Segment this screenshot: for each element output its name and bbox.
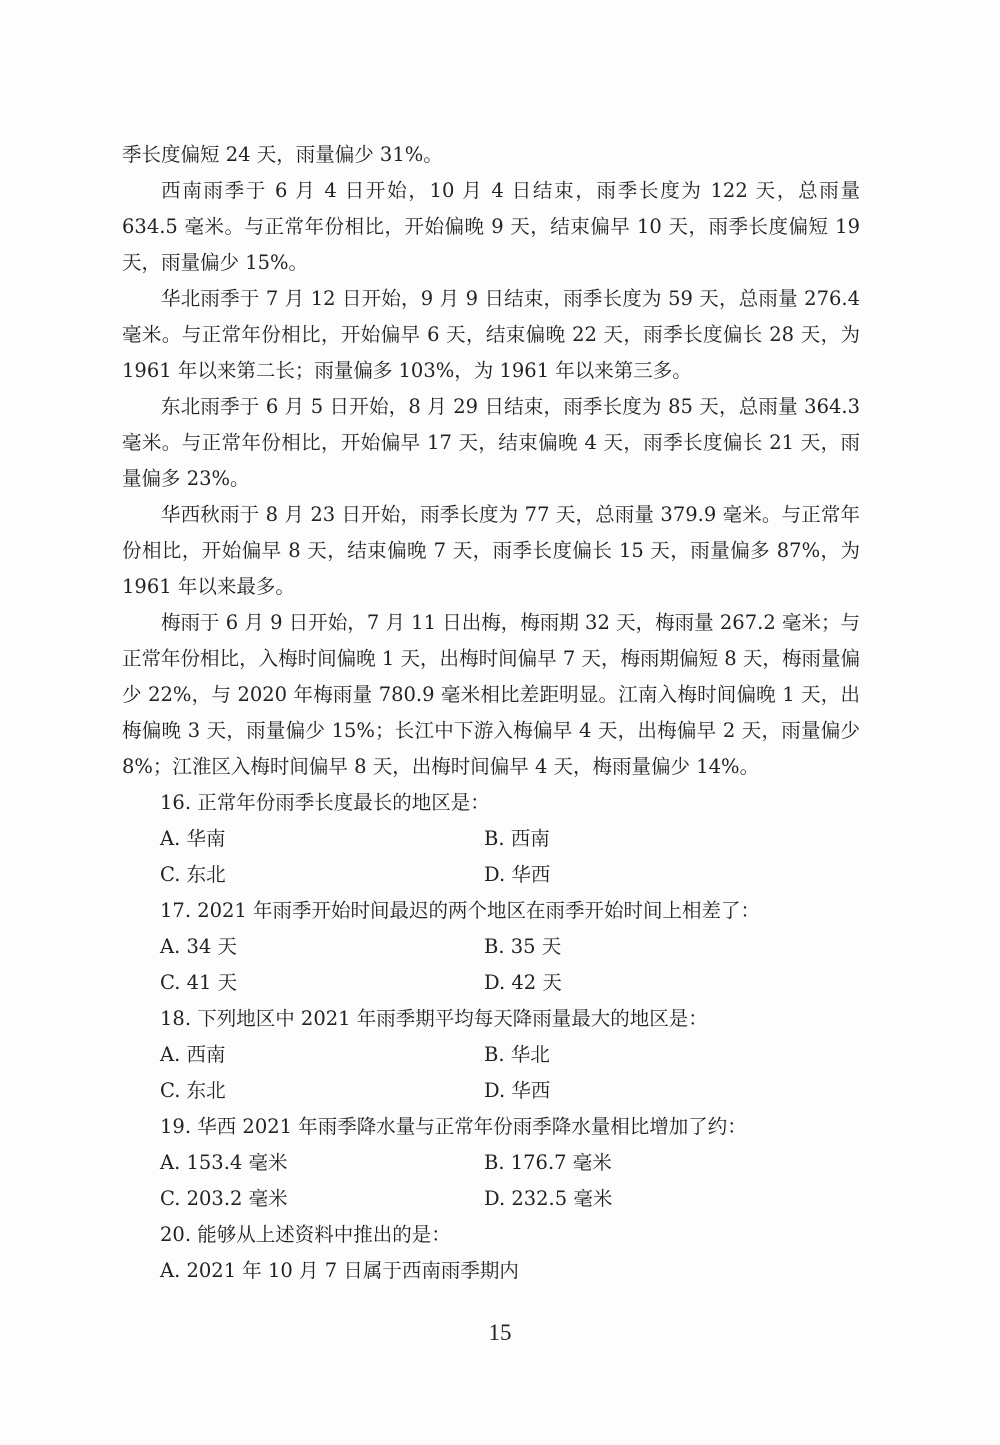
paragraph-north-china: 华北雨季于 7 月 12 日开始，9 月 9 日结束，雨季长度为 59 天，总雨量 276.4 毫米。与正常年份相比，开始偏早 6 天，结束偏晚 22 天，雨季长度偏长 28 天，为 1961 年以来第二长；雨量偏多 103%，为 1961 年以来第三多。 [122, 287, 860, 382]
page-content [122, 137, 860, 1289]
question-17 [122, 893, 860, 1001]
option-d: D. 42 天 [484, 971, 562, 994]
option-b: B. 35 天 [484, 935, 562, 958]
option-b: B. 西南 [484, 827, 550, 850]
question-stem: 19. 华西 2021 年雨季降水量与正常年份雨季降水量相比增加了约： [160, 1115, 747, 1138]
option-row [122, 1037, 860, 1073]
paragraph-southwest: 西南雨季于 6 月 4 日开始，10 月 4 日结束，雨季长度为 122 天，总雨量 634.5 毫米。与正常年份相比，开始偏晚 9 天，结束偏早 10 天，雨季长度偏短 19 天，雨量偏少 15%。 [122, 179, 860, 274]
paragraph-continuation: 季长度偏短 24 天，雨量偏少 31%。 [122, 143, 443, 166]
paragraph-meiyu: 梅雨于 6 月 9 日开始，7 月 11 日出梅，梅雨期 32 天，梅雨量 267.2 毫米；与正常年份相比，入梅时间偏晚 1 天，出梅时间偏早 7 天，梅雨期偏短 8 天，梅雨量偏少 22%，与 2020 年梅雨量 780.9 毫米相比差距明显。江南入梅时间偏晚 1 天，出梅偏晚 3 天，雨量偏少 15%；长江中下游入梅偏早 4 天，出梅偏早 2 天，雨量偏少 8%；江淮区入梅时间偏早 8 天，出梅时间偏早 4 天，梅雨量偏少 14%。 [122, 611, 860, 778]
option-row [122, 857, 860, 893]
option-row [122, 1073, 860, 1109]
option-c: C. 41 天 [160, 971, 238, 994]
option-d: D. 华西 [484, 1079, 551, 1102]
option-c: C. 203.2 毫米 [160, 1187, 288, 1210]
option-c: C. 东北 [160, 1079, 226, 1102]
option-row [122, 821, 860, 857]
option-row [122, 1181, 860, 1217]
question-stem: 18. 下列地区中 2021 年雨季期平均每天降雨量最大的地区是： [160, 1007, 708, 1030]
option-b: B. 176.7 毫米 [484, 1151, 612, 1174]
option-d: D. 232.5 毫米 [484, 1187, 613, 1210]
option-a: A. 西南 [160, 1043, 226, 1066]
question-19 [122, 1109, 860, 1217]
option-a: A. 34 天 [160, 935, 237, 958]
option-row [122, 929, 860, 965]
paragraph-west-china-autumn: 华西秋雨于 8 月 23 日开始，雨季长度为 77 天，总雨量 379.9 毫米。与正常年份相比，开始偏早 8 天，结束偏晚 7 天，雨季长度偏长 15 天，雨量偏多 87%，为 1961 年以来最多。 [122, 503, 860, 598]
question-stem: 17. 2021 年雨季开始时间最迟的两个地区在雨季开始时间上相差了： [160, 899, 761, 922]
question-stem: 16. 正常年份雨季长度最长的地区是： [160, 791, 490, 814]
option-b: B. 华北 [484, 1043, 550, 1066]
question-18 [122, 1001, 860, 1109]
option-c: C. 东北 [160, 863, 226, 886]
option-a: A. 2021 年 10 月 7 日属于西南雨季期内 [160, 1259, 519, 1282]
page-number: 15 [488, 1320, 512, 1345]
option-row [122, 1145, 860, 1181]
option-a: A. 153.4 毫米 [160, 1151, 288, 1174]
question-20 [122, 1217, 860, 1289]
option-row [122, 965, 860, 1001]
option-a: A. 华南 [160, 827, 226, 850]
question-stem: 20. 能够从上述资料中推出的是： [160, 1223, 451, 1246]
paragraph-northeast: 东北雨季于 6 月 5 日开始，8 月 29 日结束，雨季长度为 85 天，总雨量 364.3 毫米。与正常年份相比，开始偏早 17 天，结束偏晚 4 天，雨季长度偏长 21 天，雨量偏多 23%。 [122, 395, 860, 490]
question-16 [122, 785, 860, 893]
option-d: D. 华西 [484, 863, 551, 886]
